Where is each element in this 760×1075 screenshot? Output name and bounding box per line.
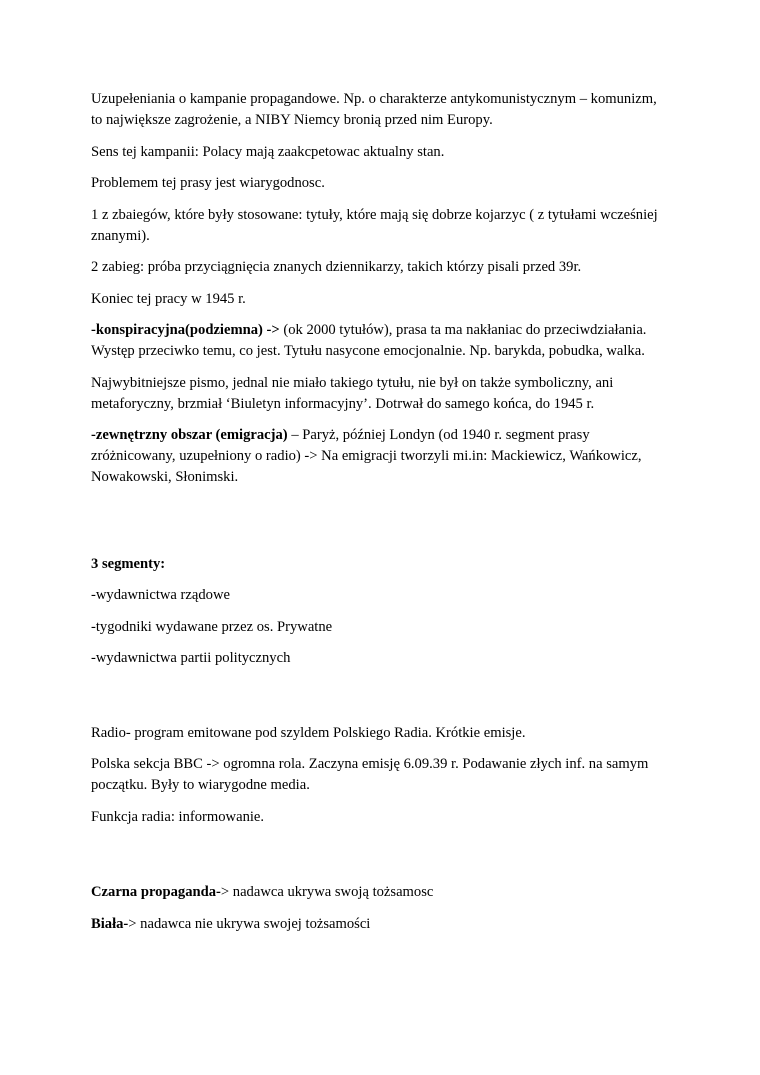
segment-item-party-publications: -wydawnictwa partii politycznych <box>91 650 291 666</box>
underground-press-label: -konspiracyjna(podziemna) -> <box>91 322 280 338</box>
emigration-label: -zewnętrzny obszar (emigracja) <box>91 427 288 443</box>
paragraph-biuletyn: Najwybitniejsze pismo, jednal nie miało takiego tytułu, nie był on także symboliczny, ani metaforyczny, brzmiał ‘Biuletyn informacyjny’. Dotrwał do samego końca, do 1945 r. <box>91 374 614 412</box>
underground-press-text: (ok 2000 tytułów), prasa ta ma nakłaniac do przeciwdziałania. Występ przeciwko temu, co jest. Tytułu nasycone emocjonalnie. Np. barykda, pobudka, walka. <box>91 322 647 359</box>
paragraph-propaganda-campaigns: Uzupełeniania o kampanie propagandowe. Np. o charakterze antykomunistycznym – komunizm, to największe zagrożenie, a NIBY Niemcy bronią przed nim Europy. <box>91 91 657 128</box>
paragraph-emigration <box>91 425 671 488</box>
paragraph-bbc: Polska sekcja BBC -> ogromna rola. Zaczyna emisję 6.09.39 r. Podawanie złych inf. na samym początku. Były to wiarygodne media. <box>91 756 649 793</box>
paragraph-white-propaganda <box>91 914 671 935</box>
paragraph-radio-function: Funkcja radia: informowanie. <box>91 808 265 825</box>
segment-item-government: -wydawnictwa rządowe <box>91 587 230 603</box>
paragraph-campaign-sense: Sens tej kampanii: Polacy mają zaakcpetowac aktualny stan. <box>91 143 445 160</box>
paragraph-second-technique: 2 zabieg: próba przyciągnięcia znanych dziennikarzy, takich którzy pisali przed 39r. <box>91 259 582 275</box>
black-propaganda-text: > nadawca ukrywa swoją tożsamosc <box>220 884 434 900</box>
paragraph-radio: Radio- program emitowane pod szyldem Polskiego Radia. Krótkie emisje. <box>91 724 526 741</box>
black-propaganda-label: Czarna propaganda- <box>91 884 221 900</box>
spacer <box>91 499 671 554</box>
white-propaganda-label: Biała- <box>91 915 129 932</box>
emigration-text: – Paryż, później Londyn (od 1940 r. segment prasy zróżnicowany, uzupełniony o radio) -> Na emigracji tworzyli mi.in: Mackiewicz, Wańkowicz, Nowakowski, Słonimski. <box>91 427 642 485</box>
paragraph-first-technique: 1 z zbaiegów, które były stosowane: tytuły, które mają się dobrze kojarzyc ( z tytułami wcześniej znanymi). <box>91 206 658 244</box>
paragraph-credibility: Problemem tej prasy jest wiarygodnosc. <box>91 175 325 191</box>
document-body <box>91 89 671 945</box>
white-propaganda-text: > nadawca nie ukrywa swojej tożsamości <box>128 915 371 932</box>
spacer <box>91 838 671 882</box>
segment-item-private-weeklies: -tygodniki wydawane przez os. Prywatne <box>91 618 333 635</box>
paragraph-underground-press <box>91 320 671 362</box>
paragraph-black-propaganda <box>91 882 671 903</box>
segments-heading-text: 3 segmenty: <box>91 555 166 572</box>
segments-heading <box>91 554 671 575</box>
spacer <box>91 680 671 723</box>
paragraph-end-of-work: Koniec tej pracy w 1945 r. <box>91 290 246 307</box>
